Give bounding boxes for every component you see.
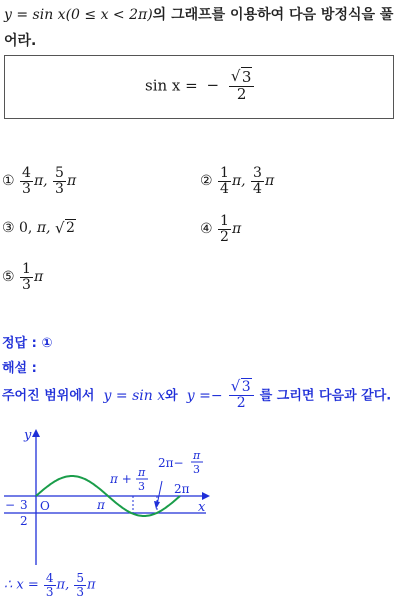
choice-1[interactable]: ① $\frac{4}{3}$ π, $\frac{5}{3}$ π [2, 165, 77, 197]
frac-num: 4 [45, 571, 54, 585]
twopi-label: 2π [174, 482, 190, 496]
equation [145, 67, 255, 103]
choice-root: 2 [65, 220, 75, 236]
frac-num: 4 [22, 165, 31, 181]
x-label: x [198, 500, 206, 515]
explanation-text-1: 주어진 범위에서 [2, 388, 95, 404]
explanation-wa: 와 [165, 388, 178, 404]
explanation-root: 3 [241, 379, 251, 395]
frac-num: 5 [55, 165, 64, 181]
explanation-y2: y =− [186, 387, 223, 404]
ann2-den: 3 [193, 463, 200, 476]
choice-mark: ③ [2, 220, 15, 236]
equation-sign: − [206, 76, 220, 95]
equation-box [4, 55, 394, 119]
choice-text: π, [36, 220, 51, 236]
frac-den: 3 [22, 276, 31, 293]
choice-text: 0, [19, 220, 33, 236]
ann1-den: 3 [138, 480, 145, 493]
neg-den: 2 [20, 514, 28, 528]
choice-3[interactable]: ③ 0, π, √ 2 [2, 219, 75, 237]
frac-den: 3 [22, 180, 31, 197]
frac-num: 1 [22, 261, 31, 277]
equation-fraction: √ 3 2 [229, 70, 255, 103]
answer-label: 정답 : ① [2, 336, 53, 351]
ann2-pre: 2π− [158, 456, 184, 470]
equation-den: 2 [236, 84, 247, 103]
frac-den: 3 [76, 584, 85, 599]
frac-den: 2 [220, 228, 229, 245]
frac-den: 4 [253, 180, 262, 197]
final-prefix: ∴ x = [4, 577, 39, 593]
origin-label: O [40, 499, 50, 513]
final-answer: ∴ x = $\frac{4}{3}$ π, $\frac{5}{3}$ π [4, 571, 96, 599]
choice-mark: ④ [200, 221, 213, 238]
sine-graph [0, 425, 230, 575]
choice-mark: ① [2, 173, 15, 190]
problem-text-cont: 어라. [4, 33, 37, 49]
choice-4[interactable]: ④ $\frac{1}{2}$ π [200, 213, 242, 245]
frac-num: 1 [220, 213, 229, 229]
choice-5[interactable]: ⑤ $\frac{1}{3}$ π [2, 261, 44, 293]
choice-mark: ⑤ [2, 269, 15, 286]
frac-num: 3 [253, 165, 262, 181]
explanation-den: 2 [236, 394, 246, 411]
x-axis-arrow [202, 492, 210, 500]
explanation-y1: y = sin x [103, 387, 166, 404]
neg-sign: − [5, 498, 16, 512]
ann2-num: π [193, 449, 201, 462]
y-axis-arrow [32, 429, 40, 437]
equation-lhs: sin x = [145, 76, 198, 95]
equation-root: 3 [241, 68, 252, 86]
choice-2[interactable]: ② $\frac{1}{4}$ π, $\frac{3}{4}$ π [200, 165, 275, 197]
annotation-arrowhead [154, 501, 160, 509]
explanation-text [2, 377, 398, 411]
explanation-fraction: √ 3 2 [229, 380, 254, 410]
ann1-num: π [138, 466, 146, 479]
choice-mark: ② [200, 173, 213, 190]
explanation-text-2: 를 그리면 다음과 같다. [259, 388, 392, 404]
frac-num: 5 [76, 571, 85, 585]
problem-math: y = sin x(0 ≤ x < 2π) [4, 7, 153, 23]
frac-num: 1 [220, 165, 229, 181]
pi-label: π [97, 498, 105, 512]
annotation-arrow [157, 481, 162, 505]
explanation-label: 해설 : [2, 361, 37, 376]
frac-den: 4 [220, 180, 229, 197]
problem-text: 의 그래프를 이용하여 다음 방정식을 풀 [152, 7, 394, 23]
frac-den: 3 [45, 584, 54, 599]
neg-num: 3 [20, 498, 28, 512]
frac-den: 3 [55, 180, 64, 197]
problem-statement [4, 4, 396, 24]
ann1-pre: π + [110, 472, 132, 486]
y-label: y [24, 428, 32, 443]
